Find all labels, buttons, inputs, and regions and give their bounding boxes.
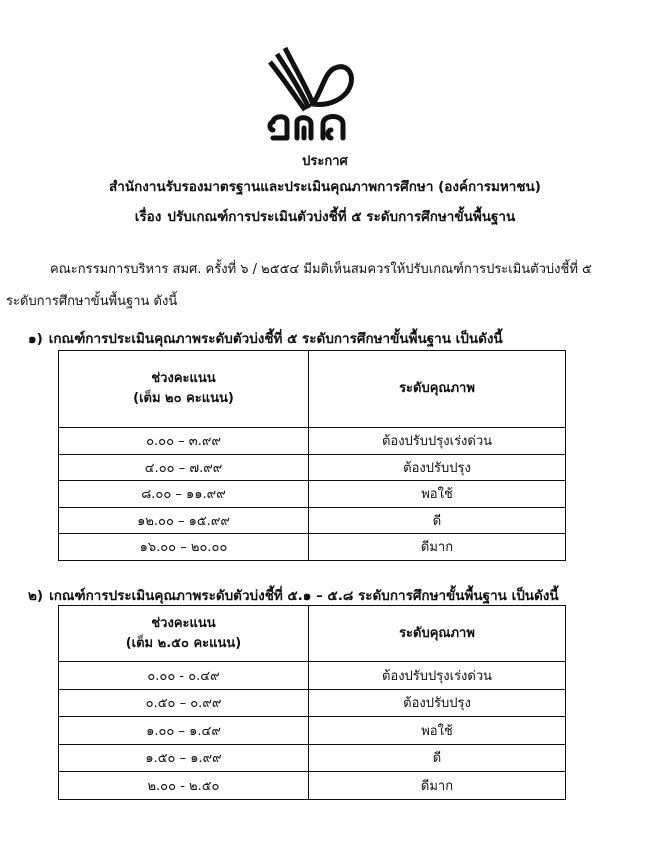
intro-line-2: ระดับการศึกษาขั้นพื้นฐาน ดังนี้ (6, 294, 178, 309)
table-row (59, 717, 566, 745)
table-row (59, 772, 566, 800)
table-row (59, 534, 566, 561)
section-2-heading (28, 584, 559, 606)
quality-level-cell: ต้องปรับปรุง (309, 454, 566, 481)
logo-emblem-icon (265, 38, 357, 146)
level-header: ระดับคุณภาพ (309, 606, 566, 662)
section-2-number: ๒) (28, 588, 44, 604)
score-range-cell: ๑๒.๐๐ – ๑๕.๙๙ (59, 507, 309, 534)
table-header-row (59, 606, 566, 662)
quality-level-cell: ต้องปรับปรุงเร่งด่วน (309, 662, 566, 690)
quality-level-cell: พอใช้ (309, 717, 566, 745)
score-range-cell: ๑.๐๐ – ๑.๔๙ (59, 717, 309, 745)
score-range-cell: ๑๖.๐๐ – ๒๐.๐๐ (59, 534, 309, 561)
section-1-heading (28, 327, 503, 349)
level-header: ระดับคุณภาพ (309, 351, 566, 428)
table-header-row (59, 351, 566, 428)
section-2-title: เกณฑ์การประเมินคุณภาพระดับตัวบ่งชี้ที่ ๕.๑ – ๕.๘ ระดับการศึกษาขั้นพื้นฐาน เป็นดังนี้ (49, 588, 559, 604)
announcement-label: ประกาศ (302, 154, 348, 169)
score-range-cell: ๒.๐๐ - ๒.๕๐ (59, 772, 309, 800)
section-1-title: เกณฑ์การประเมินคุณภาพระดับตัวบ่งชี้ที่ ๕ ระดับการศึกษาขั้นพื้นฐาน เป็นดังนี้ (48, 331, 503, 347)
score-range-cell: ๔.๐๐ – ๗.๙๙ (59, 454, 309, 481)
range-header-title: ช่วงคะแนน (151, 615, 216, 631)
range-header (59, 351, 309, 428)
quality-level-cell: ต้องปรับปรุงเร่งด่วน (309, 428, 566, 455)
score-range-cell: ๐.๐๐ - ๐.๔๙ (59, 662, 309, 690)
range-header-subtitle: (เต็ม ๒.๕๐ คะแนน) (125, 635, 242, 651)
announcement-subject (0, 205, 650, 227)
criteria-table-1 (58, 350, 566, 561)
quality-level-cell: ดีมาก (309, 534, 566, 561)
table-row (59, 507, 566, 534)
score-range-cell: ๐.๐๐ – ๓.๙๙ (59, 428, 309, 455)
range-header (59, 606, 309, 662)
section-1-number: ๑) (28, 331, 43, 347)
table-row (59, 662, 566, 690)
score-range-cell: ๘.๐๐ – ๑๑.๙๙ (59, 481, 309, 508)
criteria-table-2 (58, 605, 566, 800)
score-range-cell: ๐.๕๐ – ๐.๙๙ (59, 689, 309, 717)
table-row (59, 481, 566, 508)
table-row (59, 744, 566, 772)
subject-text: ปรับเกณฑ์การประเมินตัวบ่งชี้ที่ ๕ ระดับการศึกษาขั้นพื้นฐาน (167, 209, 516, 225)
subject-prefix: เรื่อง (134, 209, 162, 225)
quality-level-cell: ดีมาก (309, 772, 566, 800)
score-range-cell: ๑.๕๐ – ๑.๙๙ (59, 744, 309, 772)
table-row (59, 454, 566, 481)
quality-level-cell: ต้องปรับปรุง (309, 689, 566, 717)
onesqa-logo (265, 38, 357, 146)
table-row (59, 428, 566, 455)
table-row (59, 689, 566, 717)
quality-level-cell: ดี (309, 744, 566, 772)
range-header-title: ช่วงคะแนน (151, 371, 216, 386)
quality-level-cell: ดี (309, 507, 566, 534)
intro-line-1: คณะกรรมการบริหาร สมศ. ครั้งที่ ๖ / ๒๕๕๔ มีมติเห็นสมควรให้ปรับเกณฑ์การประเมินตัวบ่งชี้ที่ ๕ (50, 262, 592, 277)
range-header-subtitle: (เต็ม ๒๐ คะแนน) (133, 391, 234, 406)
quality-level-cell: พอใช้ (309, 481, 566, 508)
organization-name: สำนักงานรับรองมาตรฐานและประเมินคุณภาพการศึกษา (องค์การมหาชน) (109, 179, 541, 195)
